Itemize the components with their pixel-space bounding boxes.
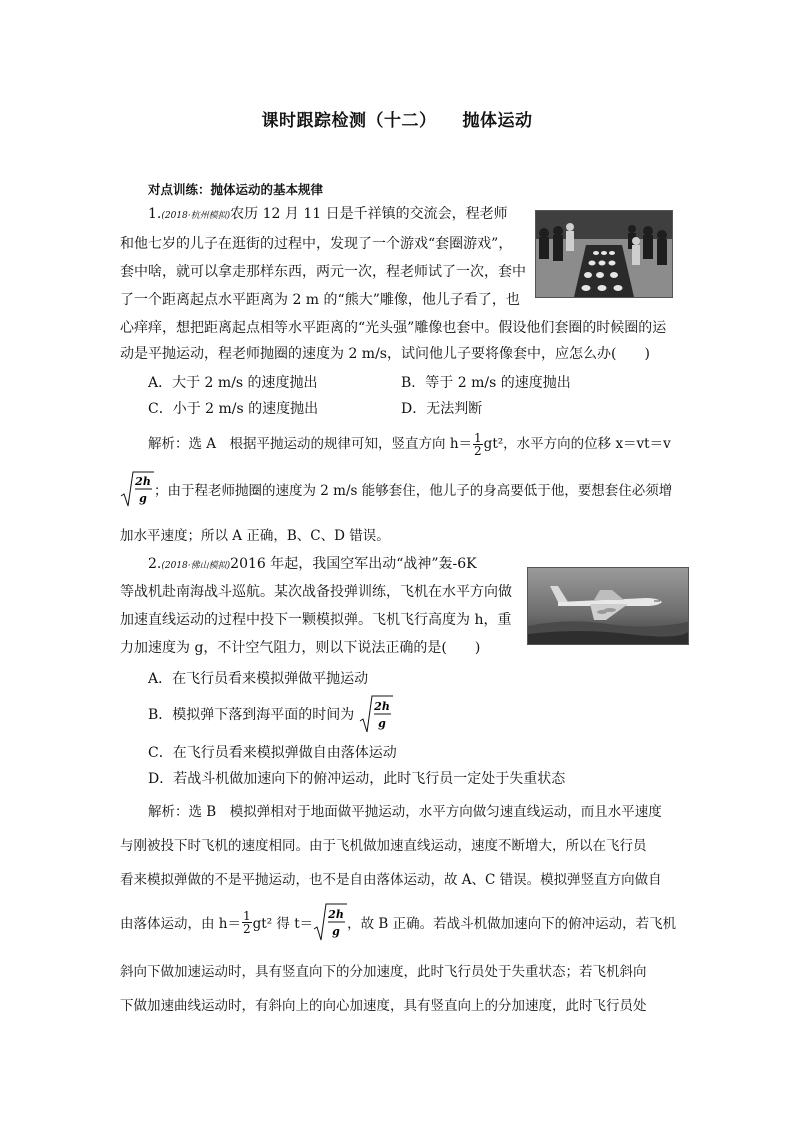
svg-text:g: g [332,925,340,938]
sqrt-radical-icon [359,694,393,734]
title-topic: 抛体运动 [462,111,533,131]
svg-text:g: g [139,492,147,505]
q1-option-d: D．无法判断 [401,401,483,417]
q2-solution-line-4: 由落体运动，由 h＝ $\frac{1}{2}$ gt² 得 t＝ 2h g ，故 B 正确。若战斗机做加速向下的俯冲运动，若飞机 [120,902,676,942]
svg-text:2h: 2h [373,700,390,713]
sqrt-2h-over-g-solution [313,902,347,942]
q2-solution-line-5: 斜向下做加速运动时，具有竖直向下的分加速度，此时飞行员处于失重状态；若飞机斜向 [120,964,647,980]
q1-line-3: 套中啥，就可以拿走那样东西，两元一次，程老师试了一次，套中 [120,264,526,280]
q1-solution-line-2: 2h g ；由于程老师抛圈的速度为 2 m/s 能够套住，他儿子的身高要低于他，要想套住必须增 [120,470,672,508]
q1-option-c: C．小于 2 m/s 的速度抛出 [148,401,319,417]
ring-toss-photo [535,210,673,298]
fraction-one-half: $\frac{1}{2}$ [474,431,482,458]
q1-line-6: 动是平抛运动，程老师抛圈的速度为 2 m/s，试问他儿子要将像套中，应怎么办( ) [120,346,650,362]
q2-number: 2. [148,556,162,572]
page-title [0,106,794,131]
q2-line-2: 等战机赴南海战斗巡航。某次战备投弹训练，飞机在水平方向做 [120,584,512,600]
q2-option-c: C．在飞行员看来模拟弹做自由落体运动 [148,745,397,761]
q2-solution-line-1: 解析：选 B 模拟弹相对于地面做平抛运动，水平方向做匀速直线运动，而且水平速度 [148,804,662,820]
ring-toss-photo-icon [536,211,672,297]
q2-source: (2018·佛山模拟) [161,561,231,571]
svg-text:2h: 2h [135,475,151,488]
q2-option-b: B．模拟弹下落到海平面的时间为 2h g [148,694,393,734]
sqrt-radical-icon [313,902,347,942]
q1-option-a: A．大于 2 m/s 的速度抛出 [148,375,318,391]
fraction-one-half: $\frac{1}{2}$ [243,908,251,936]
q2-solution-line-2: 与刚被投下时飞机的速度相同。由于飞机做加速直线运动，速度不断增大，所以在飞行员 [120,838,647,854]
q1-line-4: 了一个距离起点水平距离为 2 m 的“熊大”雕像，他儿子看了，也 [120,292,520,308]
q1-line-1: 1.(2018·杭州模拟)农历 12 月 11 日是千祥镇的交流会，程老师 [148,206,508,222]
q2-option-d: D．若战斗机做加速向下的俯冲运动，此时飞行员一定处于失重状态 [148,771,566,787]
q2-line-3: 加速直线运动的过程中投下一颗模拟弹。飞机飞行高度为 h，重 [120,612,512,628]
q2-line-4: 力加速度为 g，不计空气阻力，则以下说法正确的是( ) [120,640,481,656]
q2-line-1: 2.(2018·佛山模拟)2016 年起，我国空军出动“战神”轰-6K [148,556,477,572]
bomber-photo [527,567,689,645]
sqrt-2h-over-g-option [359,694,393,734]
q1-line-5: 心痒痒，想把距离起点相等水平距离的“光头强”雕像也套中。假设他们套圈的时候圈的运 [120,320,667,336]
q1-source: (2018·杭州模拟) [161,211,231,221]
q2-solution-line-3: 看来模拟弹做的不是平抛运动，也不是自由落体运动，故 A、C 错误。模拟弹竖直方向做自 [120,872,662,888]
svg-text:g: g [377,717,386,730]
airplane-icon [528,568,688,644]
svg-text:2h: 2h [328,908,344,921]
title-main: 课时跟踪检测（十二） [261,111,437,131]
section-heading: 对点训练：抛体运动的基本规律 [148,182,324,197]
q2-option-a: A．在飞行员看来模拟弹做平抛运动 [148,671,369,687]
q1-line-2: 和他七岁的儿子在逛街的过程中，发现了一个游戏“套圈游戏”， [120,236,513,252]
sqrt-radical-icon [120,470,154,508]
q1-option-b: B．等于 2 m/s 的速度抛出 [401,375,571,391]
q1-solution-line-1: 解析：选 A 根据平抛运动的规律可知，竖直方向 h＝ $\frac{1}{2}$ gt²，水平方向的位移 x＝vt＝v [148,431,671,458]
q1-number: 1. [148,206,162,222]
q1-solution-line-3: 加水平速度；所以 A 正确，B、C、D 错误。 [120,528,390,544]
sqrt-2h-over-g [120,470,154,508]
q2-solution-line-6: 下做加速曲线运动时，有斜向上的向心加速度，具有竖直向上的分加速度，此时飞行员处 [120,998,647,1014]
